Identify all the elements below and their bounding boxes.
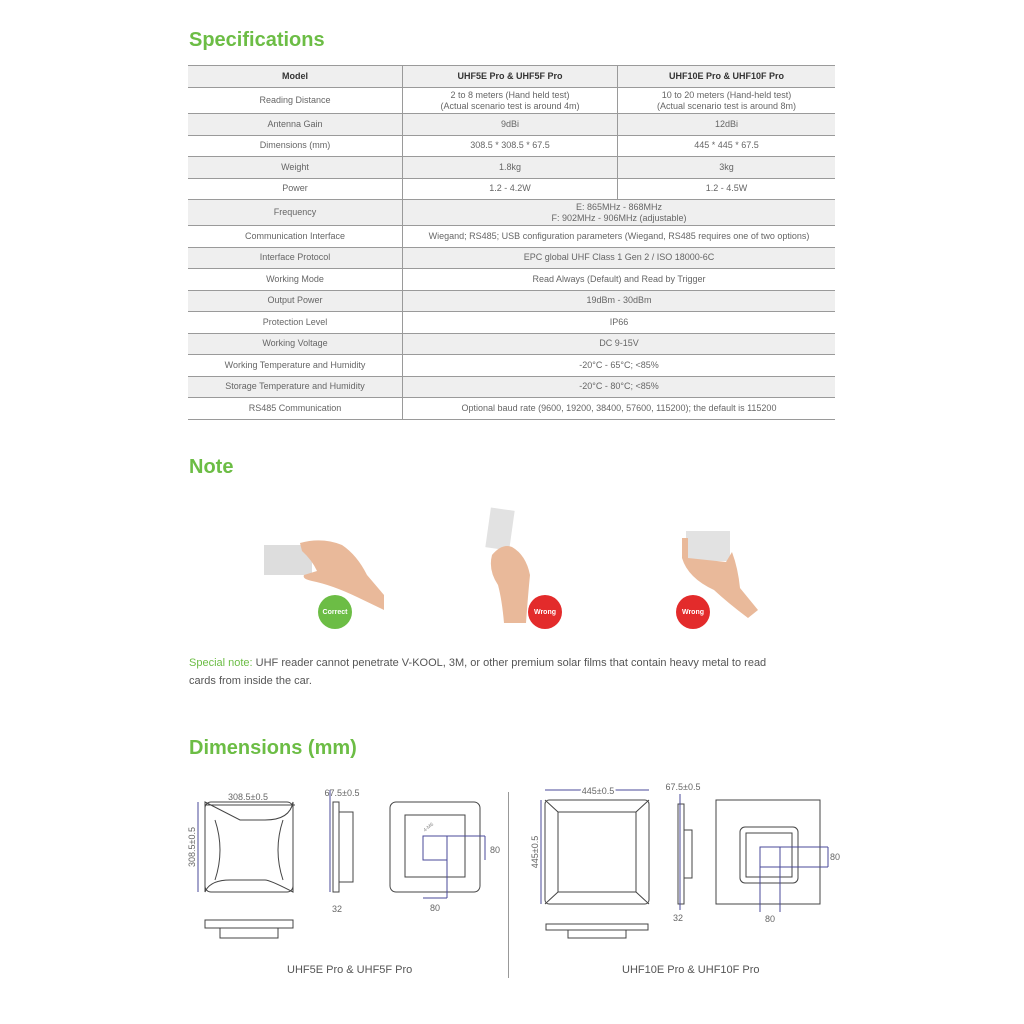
row-value-both: Wiegand; RS485; USB configuration parameters (Wiegand, RS485 requires one of two options) [403, 226, 836, 248]
row-value-uhf5: 9dBi [403, 114, 618, 136]
row-value-uhf5: 1.8kg [403, 157, 618, 179]
row-value-uhf10: 445 * 445 * 67.5 [618, 135, 836, 157]
row-label: Antenna Gain [188, 114, 403, 136]
uhf10-height-label: 445±0.5 [530, 835, 540, 869]
wrong-badge-2: Wrong [676, 595, 710, 629]
row-label: Dimensions (mm) [188, 135, 403, 157]
uhf10-width-label: 445±0.5 [581, 786, 615, 796]
uhf10-dimension-drawing [528, 780, 848, 950]
row-value-uhf5: 308.5 * 308.5 * 67.5 [403, 135, 618, 157]
note-heading: Note [189, 456, 234, 478]
divider [508, 792, 509, 978]
table-header-row [188, 66, 835, 88]
row-value-both: -20°C - 65°C; <85% [403, 355, 836, 377]
uhf10-hole-v-label: 80 [764, 914, 776, 924]
uhf10-hole-h-label: 80 [830, 852, 841, 862]
wrong-badge-1: Wrong [528, 595, 562, 629]
uhf5-depth-label: 67.5±0.5 [324, 788, 360, 798]
uhf5-width-label: 308.5±0.5 [228, 792, 268, 802]
uhf5-dimension-drawing [185, 780, 505, 950]
row-label: Interface Protocol [188, 247, 403, 269]
row-label: Communication Interface [188, 226, 403, 248]
specifications-heading: Specifications [189, 29, 325, 51]
table-row [188, 88, 835, 114]
row-label: Protection Level [188, 312, 403, 334]
row-label: Working Mode [188, 269, 403, 291]
correct-badge: Correct [318, 595, 352, 629]
table-row [188, 333, 835, 355]
table-row [188, 269, 835, 291]
table-row [188, 178, 835, 200]
header-model: Model [188, 66, 403, 88]
row-value-uhf5 [403, 88, 618, 114]
row-value-uhf10-line: 10 to 20 meters (Hand-held test) [661, 89, 792, 100]
row-value-uhf5: 1.2 - 4.2W [403, 178, 618, 200]
uhf10-depth-label: 67.5±0.5 [665, 782, 701, 792]
row-value-uhf10 [618, 88, 836, 114]
row-value-uhf10: 3kg [618, 157, 836, 179]
row-value-both: IP66 [403, 312, 836, 334]
row-value-both: 19dBm - 30dBm [403, 290, 836, 312]
row-value-both: Read Always (Default) and Read by Trigger [403, 269, 836, 291]
dimensions-heading: Dimensions (mm) [189, 737, 357, 759]
row-label: Power [188, 178, 403, 200]
row-value-uhf10: 12dBi [618, 114, 836, 136]
row-value-uhf10: 1.2 - 4.5W [618, 178, 836, 200]
special-note [189, 654, 789, 690]
uhf5-hole-h-label: 80 [490, 845, 501, 855]
uhf5-caption: UHF5E Pro & UHF5F Pro [287, 964, 413, 976]
table-row [188, 226, 835, 248]
header-uhf10: UHF10E Pro & UHF10F Pro [618, 66, 836, 88]
row-label: Weight [188, 157, 403, 179]
uhf5-bracket-label: 32 [331, 904, 343, 914]
table-row [188, 398, 835, 420]
row-label: Frequency [188, 200, 403, 226]
table-row [188, 135, 835, 157]
uhf5-hole-v-label: 80 [429, 903, 441, 913]
row-value-both-line: E: 865MHz - 868MHz [575, 201, 663, 212]
table-row [188, 157, 835, 179]
table-row [188, 200, 835, 226]
row-value-uhf5-line: 2 to 8 meters (Hand held test) [450, 89, 570, 100]
table-row [188, 376, 835, 398]
uhf5-screw-label: 4-M6 [422, 821, 436, 834]
table-row [188, 312, 835, 334]
row-label: Output Power [188, 290, 403, 312]
special-note-label: Special note: [189, 657, 253, 669]
table-row [188, 290, 835, 312]
table-row [188, 355, 835, 377]
row-value-both [403, 200, 836, 226]
row-value-both-line: F: 902MHz - 906MHz (adjustable) [551, 212, 687, 223]
uhf10-caption: UHF10E Pro & UHF10F Pro [622, 964, 760, 976]
row-value-both: -20°C - 80°C; <85% [403, 376, 836, 398]
table-row [188, 247, 835, 269]
header-uhf5: UHF5E Pro & UHF5F Pro [403, 66, 618, 88]
table-row [188, 114, 835, 136]
row-value-both: DC 9-15V [403, 333, 836, 355]
row-value-both: EPC global UHF Class 1 Gen 2 / ISO 18000-6C [403, 247, 836, 269]
row-value-uhf10-line: (Actual scenario test is around 8m) [656, 100, 797, 111]
row-label: Storage Temperature and Humidity [188, 376, 403, 398]
row-value-both: Optional baud rate (9600, 19200, 38400, 57600, 115200); the default is 115200 [403, 398, 836, 420]
row-label: Reading Distance [188, 88, 403, 114]
row-label: Working Temperature and Humidity [188, 355, 403, 377]
uhf5-height-label: 308.5±0.5 [187, 827, 197, 867]
row-value-uhf5-line: (Actual scenario test is around 4m) [440, 100, 580, 111]
uhf10-bracket-label: 32 [672, 913, 684, 923]
specifications-table [188, 65, 835, 420]
row-label: Working Voltage [188, 333, 403, 355]
row-label: RS485 Communication [188, 398, 403, 420]
special-note-text: UHF reader cannot penetrate V-KOOL, 3M, or other premium solar films that contain heavy metal to read cards from inside the car. [189, 657, 767, 687]
